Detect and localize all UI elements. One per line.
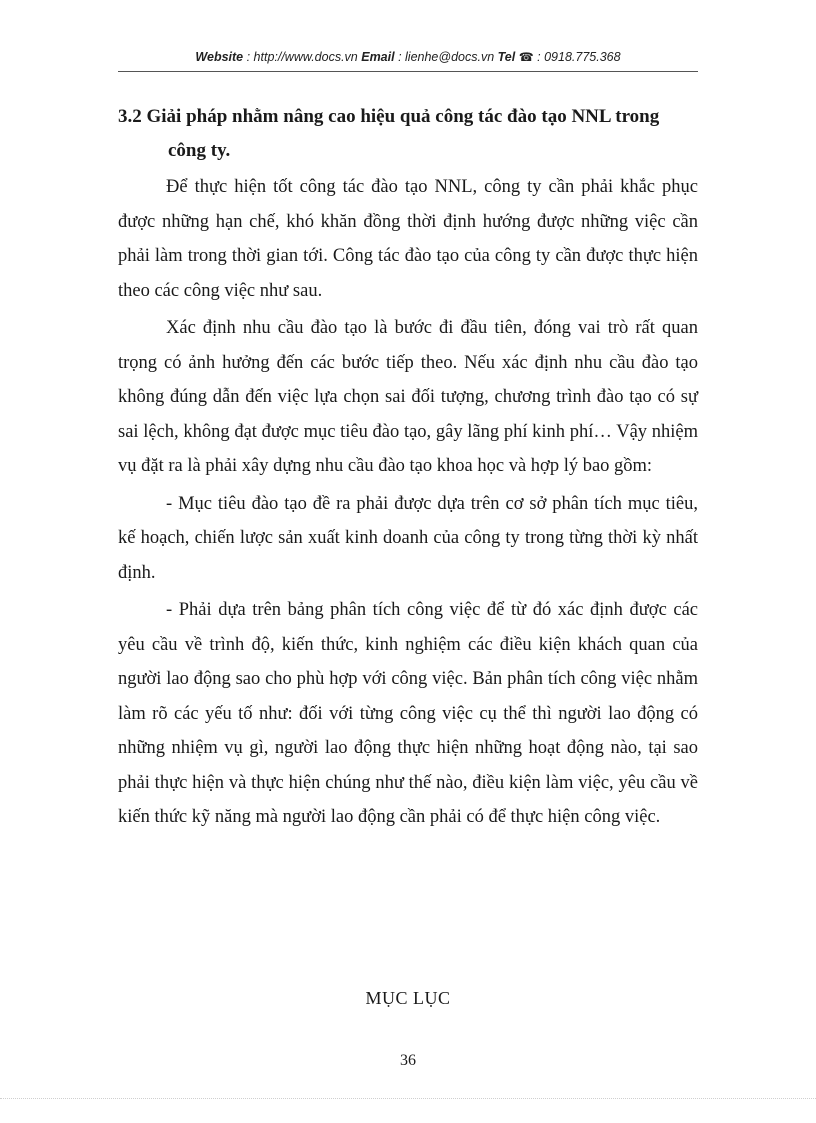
website-value: : http://www.docs.vn — [243, 50, 362, 64]
page-number: 36 — [400, 1052, 416, 1069]
page-bottom-divider — [0, 1098, 816, 1099]
tel-label: Tel — [497, 50, 516, 64]
page-header — [118, 50, 698, 64]
section-heading: 3.2 Giải pháp nhằm nâng cao hiệu quả công tác đào tạo NNL trong công ty. — [118, 106, 660, 161]
website-label: Website — [195, 50, 244, 64]
paragraph: - Mục tiêu đào tạo đề ra phải được dựa trên cơ sở phân tích mục tiêu, kế hoạch, chiến lược sản xuất kinh doanh của công ty trong từng thời kỳ nhất định. — [118, 493, 698, 583]
paragraph: - Phải dựa trên bảng phân tích công việc để từ đó xác định được các yêu cầu về trình độ, kiến thức, kinh nghiệm các điều kiện khách quan của người lao động sao cho phù hợp với công việc. Bản phân tích công việc nhằm làm rõ các yếu tố như: đối với từng công việc cụ thể thì người lao động có những nhiệm vụ gì, người lao động thực hiện những hoạt động nào, tại sao phải thực hiện và thực hiện chúng như thế nào, điều kiện làm việc, yêu cầu về kiến thức kỹ năng mà người lao động cần phải có để thực hiện công việc. — [118, 600, 698, 827]
document-body — [118, 100, 698, 835]
email-value: : lienhe@docs.vn — [394, 50, 498, 64]
tel-value: : 0918.775.368 — [533, 50, 621, 64]
paragraph: Xác định nhu cầu đào tạo là bước đi đầu tiên, đóng vai trò rất quan trọng có ảnh hưởng đến các bước tiếp theo. Nếu xác định nhu cầu đào tạo không đúng dẫn đến việc lựa chọn sai đối tượng, chương trình đào tạo có sự sai lệch, không đạt được mục tiêu đào tạo, gây lãng phí kinh phí… Vậy nhiệm vụ đặt ra là phải xây dựng nhu cầu đào tạo khoa học và hợp lý bao gồm: — [118, 318, 698, 476]
phone-icon: ☎ — [518, 50, 534, 64]
email-label: Email — [361, 50, 395, 64]
paragraph: Để thực hiện tốt công tác đào tạo NNL, công ty cần phải khắc phục được những hạn chế, khó khăn đồng thời định hướng được những việc cần phải làm trong thời gian tới. Công tác đào tạo của công ty cần được thực hiện theo các công việc như sau. — [118, 177, 698, 301]
header-divider — [118, 71, 698, 72]
toc-title: MỤC LỤC — [365, 988, 451, 1008]
